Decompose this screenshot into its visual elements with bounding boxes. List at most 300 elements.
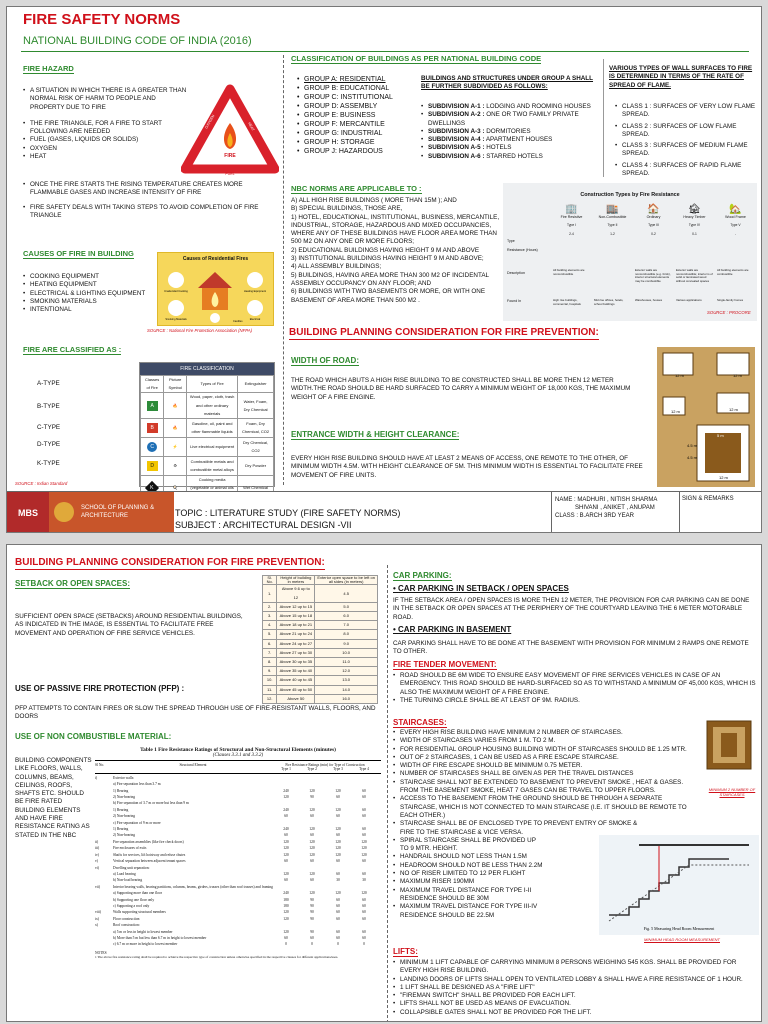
- list-item: • MAXIMUM TRAVEL DISTANCE FOR TYPE III-IV RESIDENCE SHOULD BE 22.5M: [393, 903, 543, 920]
- plan-label: 12 m: [733, 373, 742, 378]
- causes-source: SOURCE : National Fire Protection Association (NFPA): [147, 328, 253, 333]
- list-item: • GROUP G: INDUSTRIAL: [297, 129, 417, 138]
- list-item: • FOR RESIDENTIAL GROUP HOUSING BUILDING WIDTH OF STAIRCASES SHOULD BE 1.25 MTR.: [393, 746, 693, 754]
- headroom-diagram: [599, 835, 759, 935]
- column-divider: [283, 55, 284, 485]
- table-cell: 180: [283, 897, 289, 902]
- table-cell: c) Fire separation of 9 m or more: [113, 820, 161, 825]
- table-cell: 60: [362, 827, 366, 832]
- sheet-1: [6, 6, 762, 533]
- staircase-plan-diagram: [699, 717, 757, 787]
- causes-infographic: [157, 252, 274, 326]
- table-cell: 60: [362, 897, 366, 902]
- parking-basement-text: CAR PARKING SHALL HAVE TO BE DONE AT THE BASEMENT WITH PROVISION FOR MINIMUM 2 RAMPS ONE REMOTE TO OTHER.: [393, 640, 749, 656]
- table-cell: Vertical separation between adjacent tenant spaces: [113, 859, 186, 864]
- list-item: • MAXIMUM RISER 190MM: [393, 878, 543, 886]
- noncomb-text: BUILDING COMPONENTS LIKE FLOORS, WALLS, COLUMNS, BEAMS, CEILINGS, ROOFS, SHAFTS ETC. SHOULD BE FIRE RATED BUILDING ELEMENTS AND HAVE FIRE RESISTANCE RATING AS STATED IN THE NBC: [15, 757, 92, 839]
- cause-label: Electrical: [249, 318, 261, 321]
- table-cell: 60: [310, 935, 314, 940]
- class-k-icon: K: [145, 481, 159, 495]
- nbc-text: [291, 197, 503, 305]
- list-item: • SUBDIVISION A-2 : ONE OR TWO FAMILY PRIVATE DWELLINGS: [421, 111, 599, 128]
- planning-heading-2: BUILDING PLANNING CONSIDERATION FOR FIRE PREVENTION:: [15, 557, 325, 568]
- fire-hazard-heading: FIRE HAZARD: [23, 64, 74, 73]
- triangle-right-label: HEAT: [247, 121, 256, 132]
- nbc-heading: NBC NORMS ARE APPLICABLE TO :: [291, 184, 422, 193]
- table-cell: 2) Non-bearing: [113, 814, 136, 819]
- nbc-line: 5) BUILDINGS, HAVING AREA MORE THAN 300 M2 OF INCIDENTAL ASSEMBLY OCCUPANCY ON ANY FLOOR; AND: [291, 271, 489, 287]
- table-cell: iv): [95, 852, 99, 857]
- list-item: • SMOKING MATERIALS: [23, 298, 168, 306]
- list-item: • THE FIRE TRIANGLE, FOR A FIRE TO START FOLLOWING ARE NEEDED: [23, 120, 191, 137]
- table-row: 8. Above 30 up to 35 11.0: [263, 658, 378, 667]
- table-cell: 60: [310, 859, 314, 864]
- table-header: Picture Symbol: [164, 376, 187, 393]
- entrance-text: EVERY HIGH RISE BUILDING SHOULD HAVE AT LEAST 2 MEANS OF ACCESS, ONE REMOTE TO THE OTHER, OF MINIMUM WIDTH 4.5M. WITH HEIGHT CLEARANCE OF 5M. THIS MINIMUM WIDTH IS ESSENTIAL TO FACILITATE FREE MOVEMENT OF FIRE UNITS.: [291, 455, 643, 479]
- table-header: Height of building in meters: [277, 576, 315, 585]
- lifts-list: [393, 959, 757, 1017]
- list-item: • FIRE SAFETY DEALS WITH TAKING STEPS TO AVOID COMPLETION OF FIRE TRIANGLE: [23, 204, 281, 221]
- plan-label: 4.5 m: [687, 443, 698, 448]
- table-cell: 120: [309, 807, 315, 812]
- building-icon: 🏬: [606, 204, 619, 215]
- construction-col: 🏢 Fire Resistive Type I 2-4: [551, 204, 592, 236]
- fire-type-k: K-TYPE: [37, 460, 60, 467]
- table-row: 9. Above 35 up to 40 12.0: [263, 667, 378, 676]
- table-cell: 120: [283, 871, 289, 876]
- list-item: • GROUP C: INSTITUTIONAL: [297, 93, 417, 102]
- table-cell: b) Supporting one floor only: [113, 897, 155, 902]
- list-item: • NUMBER OF STAIRCASES SHALL BE GIVEN AS PER THE TRAVEL DISTANCES: [393, 770, 693, 778]
- staircase-caption: MINIMUM 2 NUMBER OF STAIRCASES: [708, 787, 756, 797]
- table-row: 11. Above 45 up to 50 14.0: [263, 685, 378, 694]
- class-c-icon: C: [147, 442, 157, 452]
- table-header: Types of Fire: [187, 376, 238, 393]
- parking-setback-text: IF THE SETBACK AREA / OPEN SPACES IS MORE THEN 12 METER, THE PROVISION FOR CAR PARKING CAN BE DONE IN THE SETBACK OR OPEN SPACES AT THE PERIPHERY OF THE COURTYARD LEAVING THE 6 METER MOTORABLE ROAD.: [393, 597, 750, 621]
- table-cell: 60: [362, 859, 366, 864]
- table-header: Extinguisher: [238, 376, 274, 393]
- nbc-line: 4) ALL ASSEMBLY BUILDINGS;: [291, 263, 382, 271]
- table-cell: 60: [336, 903, 340, 908]
- construction-col: 🏚 Heavy Timber Type IV 0-1: [674, 204, 715, 236]
- table-cell: 60: [284, 935, 288, 940]
- setback-table: [262, 575, 378, 704]
- list-item: • LIFTS SHALL NOT BE USED AS MEANS OF EVACUATION.: [393, 1000, 757, 1008]
- table-cell: b) Fire separation of 3.7 m or more but less than 9 m: [113, 801, 189, 806]
- table-row: 12. Above 50 16.0: [263, 694, 378, 703]
- fire-hazard-list: [23, 87, 191, 161]
- entrance-heading: ENTRANCE WIDTH & HEIGHT CLEARANCE:: [291, 430, 460, 439]
- table-cell: 1) Bearing: [113, 788, 129, 793]
- list-item: • SUBDIVISION A-4 : APARTMENT HOUSES: [421, 136, 599, 144]
- table-cell: 60: [336, 833, 340, 838]
- table-cell: 30: [336, 878, 340, 883]
- table-cell: 90: [310, 929, 314, 934]
- list-item: • GROUP D: ASSEMBLY: [297, 102, 417, 111]
- noncomb-heading: USE OF NON COMBUSTIBLE MATERIAL:: [15, 732, 172, 741]
- table-row: 5. Above 21 up to 24 8.0: [263, 630, 378, 639]
- table-cell: 240: [283, 827, 289, 832]
- table-cell: 120: [309, 788, 315, 793]
- planning-heading: BUILDING PLANNING CONSIDERATION FOR FIRE PREVENTION:: [289, 327, 599, 338]
- list-item: • SUBDIVISION A-5 : HOTELS: [421, 144, 599, 152]
- setback-heading: SETBACK OR OPEN SPACES:: [15, 579, 130, 588]
- list-item: • ACCESS TO THE BASEMENT FROM THE GROUND SHOULD BE THROUGH A SEPARATE STAIRCASE, WHICH IS NOT CONNECTED TO MAIN STAIRCASE (I.E. IT SHOULD BE REMOTE TO EACH OTHER.): [393, 795, 693, 820]
- table-cell: Dry Chemical, CO2: [238, 438, 274, 457]
- table-cell: viii): [95, 910, 101, 915]
- lifts-heading: LIFTS:: [393, 947, 418, 956]
- construction-types-graphic: [503, 183, 757, 321]
- table-cell: b) More than 5 m but less than 6.7 m in height to lowest member: [113, 935, 207, 940]
- table-cell: 90: [310, 903, 314, 908]
- list-item: • THE TURNING CIRCLE SHALL BE AT LEAST OF 9M. RADIUS.: [393, 697, 757, 705]
- fire-class-table: Classes of Fire Picture Symbol Types of Fire Extinguisher A 🔥 Wood, paper, cloth, trash and other ordinary materials Water, Foam, Dry Chemical B 🔥 Gasoline, oil, paint and other flammable liquids Foam, Dry Chemical, CO2 C ⚡ Live electrical equipment Dry Chemical, CO2 D ⚙ Combustible metals and combustible metal alloys Dry Powder K 🍳 Cooking media (vegetable or animal oils Wet Chemical: [140, 375, 274, 502]
- table-cell: Exterior walls:: [113, 775, 135, 780]
- page-subtitle: NATIONAL BUILDING CODE OF INDIA (2016): [23, 35, 252, 47]
- list-item: • MINIMUM 1 LIFT CAPABLE OF CARRYING MINIMUM 8 PERSONS WEIGHING 545 KGS. SHALL BE PROVIDED FOR EVERY HIGH RISE BUILDING.: [393, 959, 757, 976]
- construction-columns: [551, 204, 757, 236]
- plan-label: 12 m: [671, 409, 680, 414]
- table-cell: 60: [336, 897, 340, 902]
- footer-divider: [679, 492, 680, 533]
- table-cell: 120: [283, 929, 289, 934]
- list-item: • GROUP H: STORAGE: [297, 138, 417, 147]
- fire-type-a: A-TYPE: [37, 380, 60, 387]
- headroom-caption: MINIMUM HEAD ROOM MEASUREMENT: [644, 937, 720, 942]
- table-cell: 120: [361, 891, 367, 896]
- table-cell: 90: [310, 910, 314, 915]
- table-cell: Wet Chemical: [238, 476, 274, 502]
- table-cell: 120: [335, 852, 341, 857]
- table-cell: Walls supporting structural members: [113, 910, 166, 915]
- parking-heading: CAR PARKING:: [393, 571, 452, 580]
- triangle-left-label: OXYGEN: [204, 114, 216, 130]
- table-cell: 120: [335, 891, 341, 896]
- sign-remarks: SIGN & REMARKS: [682, 496, 734, 502]
- table-cell: 60: [284, 878, 288, 883]
- table-cell: Gasoline, oil, paint and other flammable liquids: [187, 419, 238, 438]
- fire-triangle-diagram: [181, 83, 279, 175]
- fr-table-header: Sl No. Structural Element Fire Resistance Ratings (min) for Type of Construction: [95, 763, 365, 767]
- list-item: • HEATING EQUIPMENT: [23, 281, 168, 289]
- table-cell: 60: [362, 935, 366, 940]
- table-cell: 60: [284, 814, 288, 819]
- table-cell: 0: [337, 942, 339, 947]
- plan-label: 12 m: [675, 373, 684, 378]
- table-cell: 120: [309, 852, 315, 857]
- table-cell: v): [95, 859, 98, 864]
- table-cell: 60: [336, 795, 340, 800]
- class-d-icon: D: [147, 461, 158, 471]
- table-cell: 60: [362, 807, 366, 812]
- fr-note-1: 1 The above fire resistance rating shall be required to achieve the respective type of construction unless otherwise specified in the respective clauses for different applications/uses.: [95, 954, 339, 959]
- cause-label: Heating Equipment: [243, 290, 267, 293]
- table-row: 4. Above 18 up to 21 7.0: [263, 621, 378, 630]
- list-item: • ONCE THE FIRE STARTS THE RISING TEMPERATURE CREATES MORE FLAMMABLE GASES AND INCREASE INTENSITY OF FIRE: [23, 181, 281, 198]
- table-cell: 60: [336, 814, 340, 819]
- list-item: • HEADROOM SHOULD NOT BE LESS THAN 2.2M: [393, 862, 543, 870]
- column-divider: [387, 565, 388, 1022]
- list-item: • ELECTRICAL & LIGHTING EQUIPMENT: [23, 290, 168, 298]
- fr-type-headers: Type 1 Type 2 Type 3 Type 4: [281, 767, 369, 772]
- table-row: 3. Above 15 up to 18 6.0: [263, 612, 378, 621]
- subdivision-list: [421, 103, 599, 161]
- table-cell: Roof construction:: [113, 923, 140, 928]
- table-cell: Dwelling unit separation:: [113, 865, 150, 870]
- construction-row-labels: Type Resistance (Hours) Description Found In: [507, 239, 538, 303]
- table-row: 2. Above 12 up to 15 5.0: [263, 602, 378, 611]
- table-cell: Floor construction: [113, 916, 140, 921]
- table-cell: 60: [336, 871, 340, 876]
- nbc-line: 2) EDUCATIONAL BUILDINGS HAVING HEIGHT 9 M AND ABOVE: [291, 246, 480, 254]
- table-cell: 120: [361, 839, 367, 844]
- table-cell: 120: [283, 839, 289, 844]
- table-cell: iii): [95, 846, 100, 851]
- table-cell: 60: [362, 795, 366, 800]
- table-cell: 1) Bearing: [113, 827, 129, 832]
- construction-col: 🏡 Wood Frame Type V -: [715, 204, 756, 236]
- pfp-text: PFP ATTEMPTS TO CONTAIN FIRES OR SLOW THE SPREAD THROUGH USE OF FIRE-RESISTANT WALLS, FLOORS, AND DOORS: [15, 705, 376, 721]
- list-item: • COLLAPSIBLE GATES SHALL NOT BE PROVIDED FOR THE LIFT.: [393, 1009, 757, 1017]
- list-item: • SPIRAL STAIRCASE SHALL BE PROVIDED UP TO 9 MTR. HEIGHT.: [393, 837, 543, 854]
- tender-heading: FIRE TENDER MOVEMENT:: [393, 660, 497, 669]
- table-cell: 0: [285, 942, 287, 947]
- sheet-2: [6, 544, 762, 1022]
- table-cell: 120: [283, 795, 289, 800]
- list-item: • ROAD SHOULD BE 6M WIDE TO ENSURE EASY MOVEMENT OF FIRE SERVICES VEHICLES IN CASE OF AN EMERGENCY. THIS ROAD SHOULD BE HARD-SURFACED SO AS TO WITHSTAND A MINIMUM OF 45,000 KGS, WHICH IS ALSO THE MAXIMUM WEIGHT OF A FIRE ENGINE.: [393, 672, 757, 697]
- table-cell: 1) Bearing: [113, 807, 129, 812]
- mbs-logo: MBS: [7, 492, 49, 533]
- table-row: 10. Above 40 up to 45 13.0: [263, 676, 378, 685]
- table-cell: 60: [362, 788, 366, 793]
- burning-house-icon: [158, 262, 273, 324]
- cause-label: Unattended Cooking: [164, 290, 188, 293]
- list-item: • COOKING EQUIPMENT: [23, 273, 168, 281]
- school-emblem-icon: [54, 502, 74, 522]
- causes-list: [23, 273, 168, 314]
- table-cell: ii): [95, 839, 99, 844]
- table-cell: 2) Non-bearing: [113, 795, 136, 800]
- road-heading: WIDTH OF ROAD:: [291, 356, 359, 365]
- table-cell: 120: [335, 788, 341, 793]
- construction-col: 🏠 Ordinary Type III 0-2: [633, 204, 674, 236]
- construction-title: Construction Types by Fire Resistance: [580, 192, 680, 198]
- list-item: • MAXIMUM TRAVEL DISTANCE FOR TYPE I-II RESIDENCE SHOULD BE 30M: [393, 887, 543, 904]
- list-item: • CLASS 4 : SURFACES OF RAPID FLAME SPREAD.: [615, 162, 757, 179]
- list-item: • NO OF RISER LIMITED TO 12 PER FLIGHT: [393, 870, 543, 878]
- fire-class-table-title: FIRE CLASSIFICATION: [140, 363, 274, 375]
- table-cell: b) Non-load bearing: [113, 878, 143, 883]
- school-name: SCHOOL OF PLANNING & ARCHITECTURE: [81, 505, 155, 519]
- classified-source: SOURCE : Indian Standard: [15, 481, 68, 486]
- building-icon: 🏢: [565, 204, 578, 215]
- list-item: • GROUP F: MERCANTILE: [297, 120, 417, 129]
- table-cell: 120: [309, 891, 315, 896]
- nbc-line: 1) HOTEL, EDUCATIONAL, INSTITUTIONAL, BUSINESS, MERCANTILE, INDUSTRIAL, STORAGE, HAZARDOUS AND MIXED OCCUPANCIES, WHERE ANY OF THESE BUILDINGS HAVE FLOOR AREA MORE THAN 500 M2 ON ANY ONE OR MORE FLOORS;: [291, 213, 500, 246]
- table-cell: 120: [309, 839, 315, 844]
- table-cell: 60: [310, 833, 314, 838]
- surfaces-list: [615, 103, 757, 178]
- table-cell: 120: [335, 846, 341, 851]
- table-cell: 120: [361, 846, 367, 851]
- list-item: • CLASS 3 : SURFACES OF MEDIUM FLAME SPREAD.: [615, 142, 757, 159]
- table-cell: 120: [283, 910, 289, 915]
- table-cell: 60: [284, 859, 288, 864]
- list-item: • HEAT: [23, 153, 191, 161]
- title-block: [7, 491, 762, 533]
- fr-table-title: Table 1 Fire Resistance Ratings of Structural and Non-Structural Elements (minutes): [140, 747, 336, 753]
- construction-desc-row: All building elements are noncombustible Exterior walls are noncombustible (e.g. brick), interior structural elements may be combustible Exterior walls are noncombustible; interior is of solid or laminated wood without concealed spaces All building elements are combustible: [553, 268, 749, 283]
- table-cell: vi): [95, 865, 99, 870]
- building-icon: 🏠: [647, 204, 660, 215]
- construction-col: 🏬 Non-Combustible Type II 1-2: [592, 204, 633, 236]
- table-cell: x): [95, 923, 98, 928]
- table-row: 7. Above 27 up to 30 10.0: [263, 648, 378, 657]
- list-item: • A SITUATION IN WHICH THERE IS A GREATER THAN NORMAL RISK OF HARM TO PEOPLE AND PROPERTY DUE TO FIRE: [23, 87, 191, 112]
- subdivision-heading: BUILDINGS AND STRUCTURES UNDER GROUP A SHALL BE FURTHER SUBDIVIDED AS FOLLOWS:: [421, 75, 594, 91]
- list-item: • CLASS 1 : SURFACES OF VERY LOW FLAME SPREAD.: [615, 103, 757, 120]
- table-cell: Dry Powder: [238, 457, 274, 476]
- table-cell: Fire enclosures of exits: [113, 846, 147, 851]
- table-header: Exterior open space to be left on all sides (in meters): [315, 576, 378, 585]
- classification-heading: CLASSIFICATION OF BUILDINGS AS PER NATIONAL BUILDING CODE: [291, 54, 542, 63]
- table-cell: 120: [335, 807, 341, 812]
- list-item: • GROUP A: RESIDENTIAL: [297, 75, 417, 84]
- table-cell: 60: [362, 833, 366, 838]
- table-cell: 120: [309, 871, 315, 876]
- table-cell: 120: [283, 916, 289, 921]
- table-cell: 120: [283, 852, 289, 857]
- footer-divider: [551, 492, 552, 533]
- school-block: [49, 492, 174, 533]
- headroom-fig-caption: Fig. 5 Measuring Head Room Measurement: [643, 926, 715, 931]
- table-cell: 60: [336, 916, 340, 921]
- fire-resistance-table-block: [95, 747, 381, 1022]
- table-cell: 120: [283, 846, 289, 851]
- table-cell: 180: [283, 903, 289, 908]
- construction-source: SOURCE : PROCORE: [707, 310, 751, 315]
- table-cell: 120: [335, 827, 341, 832]
- table-cell: Shafts for services, lift hoistway and refuse chutes: [113, 852, 186, 857]
- table-cell: 60: [284, 833, 288, 838]
- table-cell: Cooking media (vegetable or animal oils: [187, 476, 238, 502]
- list-item: • EVERY HIGH RISE BUILDING HAVE MINIMUM 2 NUMBER OF STAIRCASES.: [393, 729, 693, 737]
- list-item: • GROUP E: BUSINESS: [297, 111, 417, 120]
- list-item: • GROUP J: HAZARDOUS: [297, 147, 417, 156]
- triangle-bottom-label: FUEL: [225, 172, 235, 175]
- fire-hazard-list-2: [23, 181, 281, 220]
- table-cell: 0: [363, 942, 365, 947]
- plan-label: 12 m: [729, 407, 738, 412]
- table-cell: 60: [362, 929, 366, 934]
- table-cell: Fire separation assemblies (like fire check doors): [113, 839, 184, 844]
- building-icon: 🏡: [729, 204, 742, 215]
- table-cell: 60: [362, 903, 366, 908]
- table-cell: 60: [362, 916, 366, 921]
- list-item: • FUEL (GASES, LIQUIDS OR SOLIDS): [23, 136, 191, 144]
- staircases-heading: STAIRCASES:: [393, 718, 447, 727]
- building-groups-list: [297, 75, 417, 156]
- parking-basement-heading: • CAR PARKING IN BASEMENT: [393, 625, 512, 634]
- table-cell: vii): [95, 884, 100, 889]
- table-cell: 60: [362, 871, 366, 876]
- table-cell: 240: [283, 891, 289, 896]
- table-header: Sl. No.: [263, 576, 277, 585]
- surface-divider: [603, 59, 604, 177]
- table-cell: Interior bearing walls, bearing partitions, columns, beams, girders, trusses (other than roof trusses) and framing: [113, 884, 273, 889]
- table-cell: 30: [362, 878, 366, 883]
- table-cell: c) Supporting a roof only: [113, 903, 150, 908]
- table-cell: 0: [311, 942, 313, 947]
- classified-heading: FIRE ARE CLASSIFIED AS :: [23, 345, 122, 354]
- cause-label: Smoking Materials: [165, 318, 187, 321]
- table-cell: 120: [335, 839, 341, 844]
- table-cell: 120: [309, 827, 315, 832]
- list-item: • OUT OF 2 STAIRCASES, 1 CAN BE USED AS A FIRE ESCAPE STAIRCASE.: [393, 754, 693, 762]
- table-cell: 60: [336, 935, 340, 940]
- triangle-center-label: FIRE: [224, 153, 236, 159]
- table-header: Classes of Fire: [141, 376, 164, 393]
- fire-type-c: C-TYPE: [37, 424, 61, 431]
- table-cell: Live electrical equipment: [187, 438, 238, 457]
- causes-infographic-title: Causes of Residential Fires: [182, 256, 249, 262]
- table-cell: a) Load bearing: [113, 871, 136, 876]
- list-item: • HANDRAIL SHOULD NOT LESS THAN 1.5M: [393, 853, 543, 861]
- table-cell: 60: [336, 910, 340, 915]
- table-cell: ix): [95, 916, 99, 921]
- surfaces-heading: VARIOUS TYPES OF WALL SURFACES TO FIRE IS DETERMINED IN TERMS OF THE RATE OF SPREAD OF FLAME.: [609, 65, 753, 89]
- road-text: THE ROAD WHICH ABUTS A HIGH RISE BUILDING TO BE CONSTRUCTED SHALL BE MORE THEN 12 METER WIDTH.THE ROAD SHOULD BE HARD SURFACED TO CARRY A MINIMUM WEIGHT OF 18,000 KGS, THE MAXIMUM WEIGHT OF A FIRE ENGINE.: [291, 377, 631, 401]
- fire-classification-table: [139, 362, 275, 492]
- table-cell: 60: [362, 814, 366, 819]
- nbc-line: A) ALL HIGH RISE BUILDINGS ( MORE THAN 15M ); AND: [291, 197, 457, 204]
- list-item: • LANDING DOORS OF LIFTS SHALL OPEN TO VENTILATED LOBBY & SHALL HAVE A FIRE RESISTANCE OF 1 HOUR.: [393, 976, 757, 984]
- list-item: • 1 LIFT SHALL BE DESIGNED AS A "FIRE LIFT": [393, 984, 757, 992]
- parking-setback-heading: • CAR PARKING IN SETBACK / OPEN SPACES: [393, 584, 569, 593]
- fr-notes-label: NOTES: [95, 950, 107, 955]
- table-cell: 60: [310, 878, 314, 883]
- subject-text: SUBJECT : ARCHITECTURAL DESIGN -VII: [175, 520, 352, 530]
- table-cell: 60: [336, 929, 340, 934]
- table-cell: 90: [310, 795, 314, 800]
- plan-label: 5 m: [717, 433, 724, 438]
- list-item: • SUBDIVISION A-1 : LODGING AND ROOMING HOUSES: [421, 103, 599, 111]
- names-block: NAME : MADHURI , NITISH SHARMA SHIVANI , ANIKET , ANUPAM CLASS : B.ARCH 3RD YEAR: [555, 497, 658, 519]
- list-item: • STAIRCASE SHALL NOT BE EXTENDED TO BASEMENT TO PREVENT SMOKE , HEAT & GASES. FROM THE BASEMENT SMOKE, HEAT 7 GASES CAN BE TRAVEL TO UPPER FLOORS.: [393, 779, 693, 796]
- building-icon: 🏚: [688, 204, 701, 215]
- page-title: FIRE SAFETY NORMS: [23, 11, 181, 28]
- table-cell: Foam, Dry Chemical, CO2: [238, 419, 274, 438]
- nbc-line: 3) INSTITUTIONAL BUILDINGS HAVING HEIGHT 9 M AND ABOVE;: [291, 255, 484, 263]
- list-item: • CLASS 2 : SURFACES OF LOW FLAME SPREAD.: [615, 123, 757, 140]
- fr-table-clauses: (Clauses 3.3.1 and 3.3.2): [212, 753, 264, 758]
- topic-text: TOPIC : LITERATURE STUDY (FIRE SAFETY NORMS): [175, 508, 401, 518]
- list-item: • STAIRCASE SHALL BE OF ENCLOSED TYPE TO PREVENT ENTRY OF SMOKE & FIRE TO THE STAIRCASE & VICE VERSA.: [393, 820, 649, 837]
- class-a-icon: A: [147, 401, 158, 411]
- nbc-line: 6) BUILDINGS WITH TWO BASEMENTS OR MORE, OR WITH ONE BASEMENT OF AREA MORE THAN 500 M2 .: [291, 288, 486, 304]
- table-cell: 60: [336, 859, 340, 864]
- table-cell: 60: [362, 910, 366, 915]
- title-divider: [21, 51, 749, 52]
- cause-label: Candles: [233, 320, 243, 323]
- table-cell: 240: [283, 807, 289, 812]
- construction-found-row: High rise buildings, commercial, hospitals Mid rise offices, hotels, school buildings Warehouses, houses Various applications Single-family homes: [553, 298, 744, 306]
- fr-table-rows: [95, 775, 381, 948]
- list-item: • WIDTH OF FIRE ESCAPE SHOULD BE MINIMUM 0.75 METER.: [393, 762, 693, 770]
- table-cell: Water, Foam, Dry Chemical: [238, 393, 274, 419]
- table-row: [95, 941, 381, 947]
- plan-label: 12 m: [719, 475, 728, 480]
